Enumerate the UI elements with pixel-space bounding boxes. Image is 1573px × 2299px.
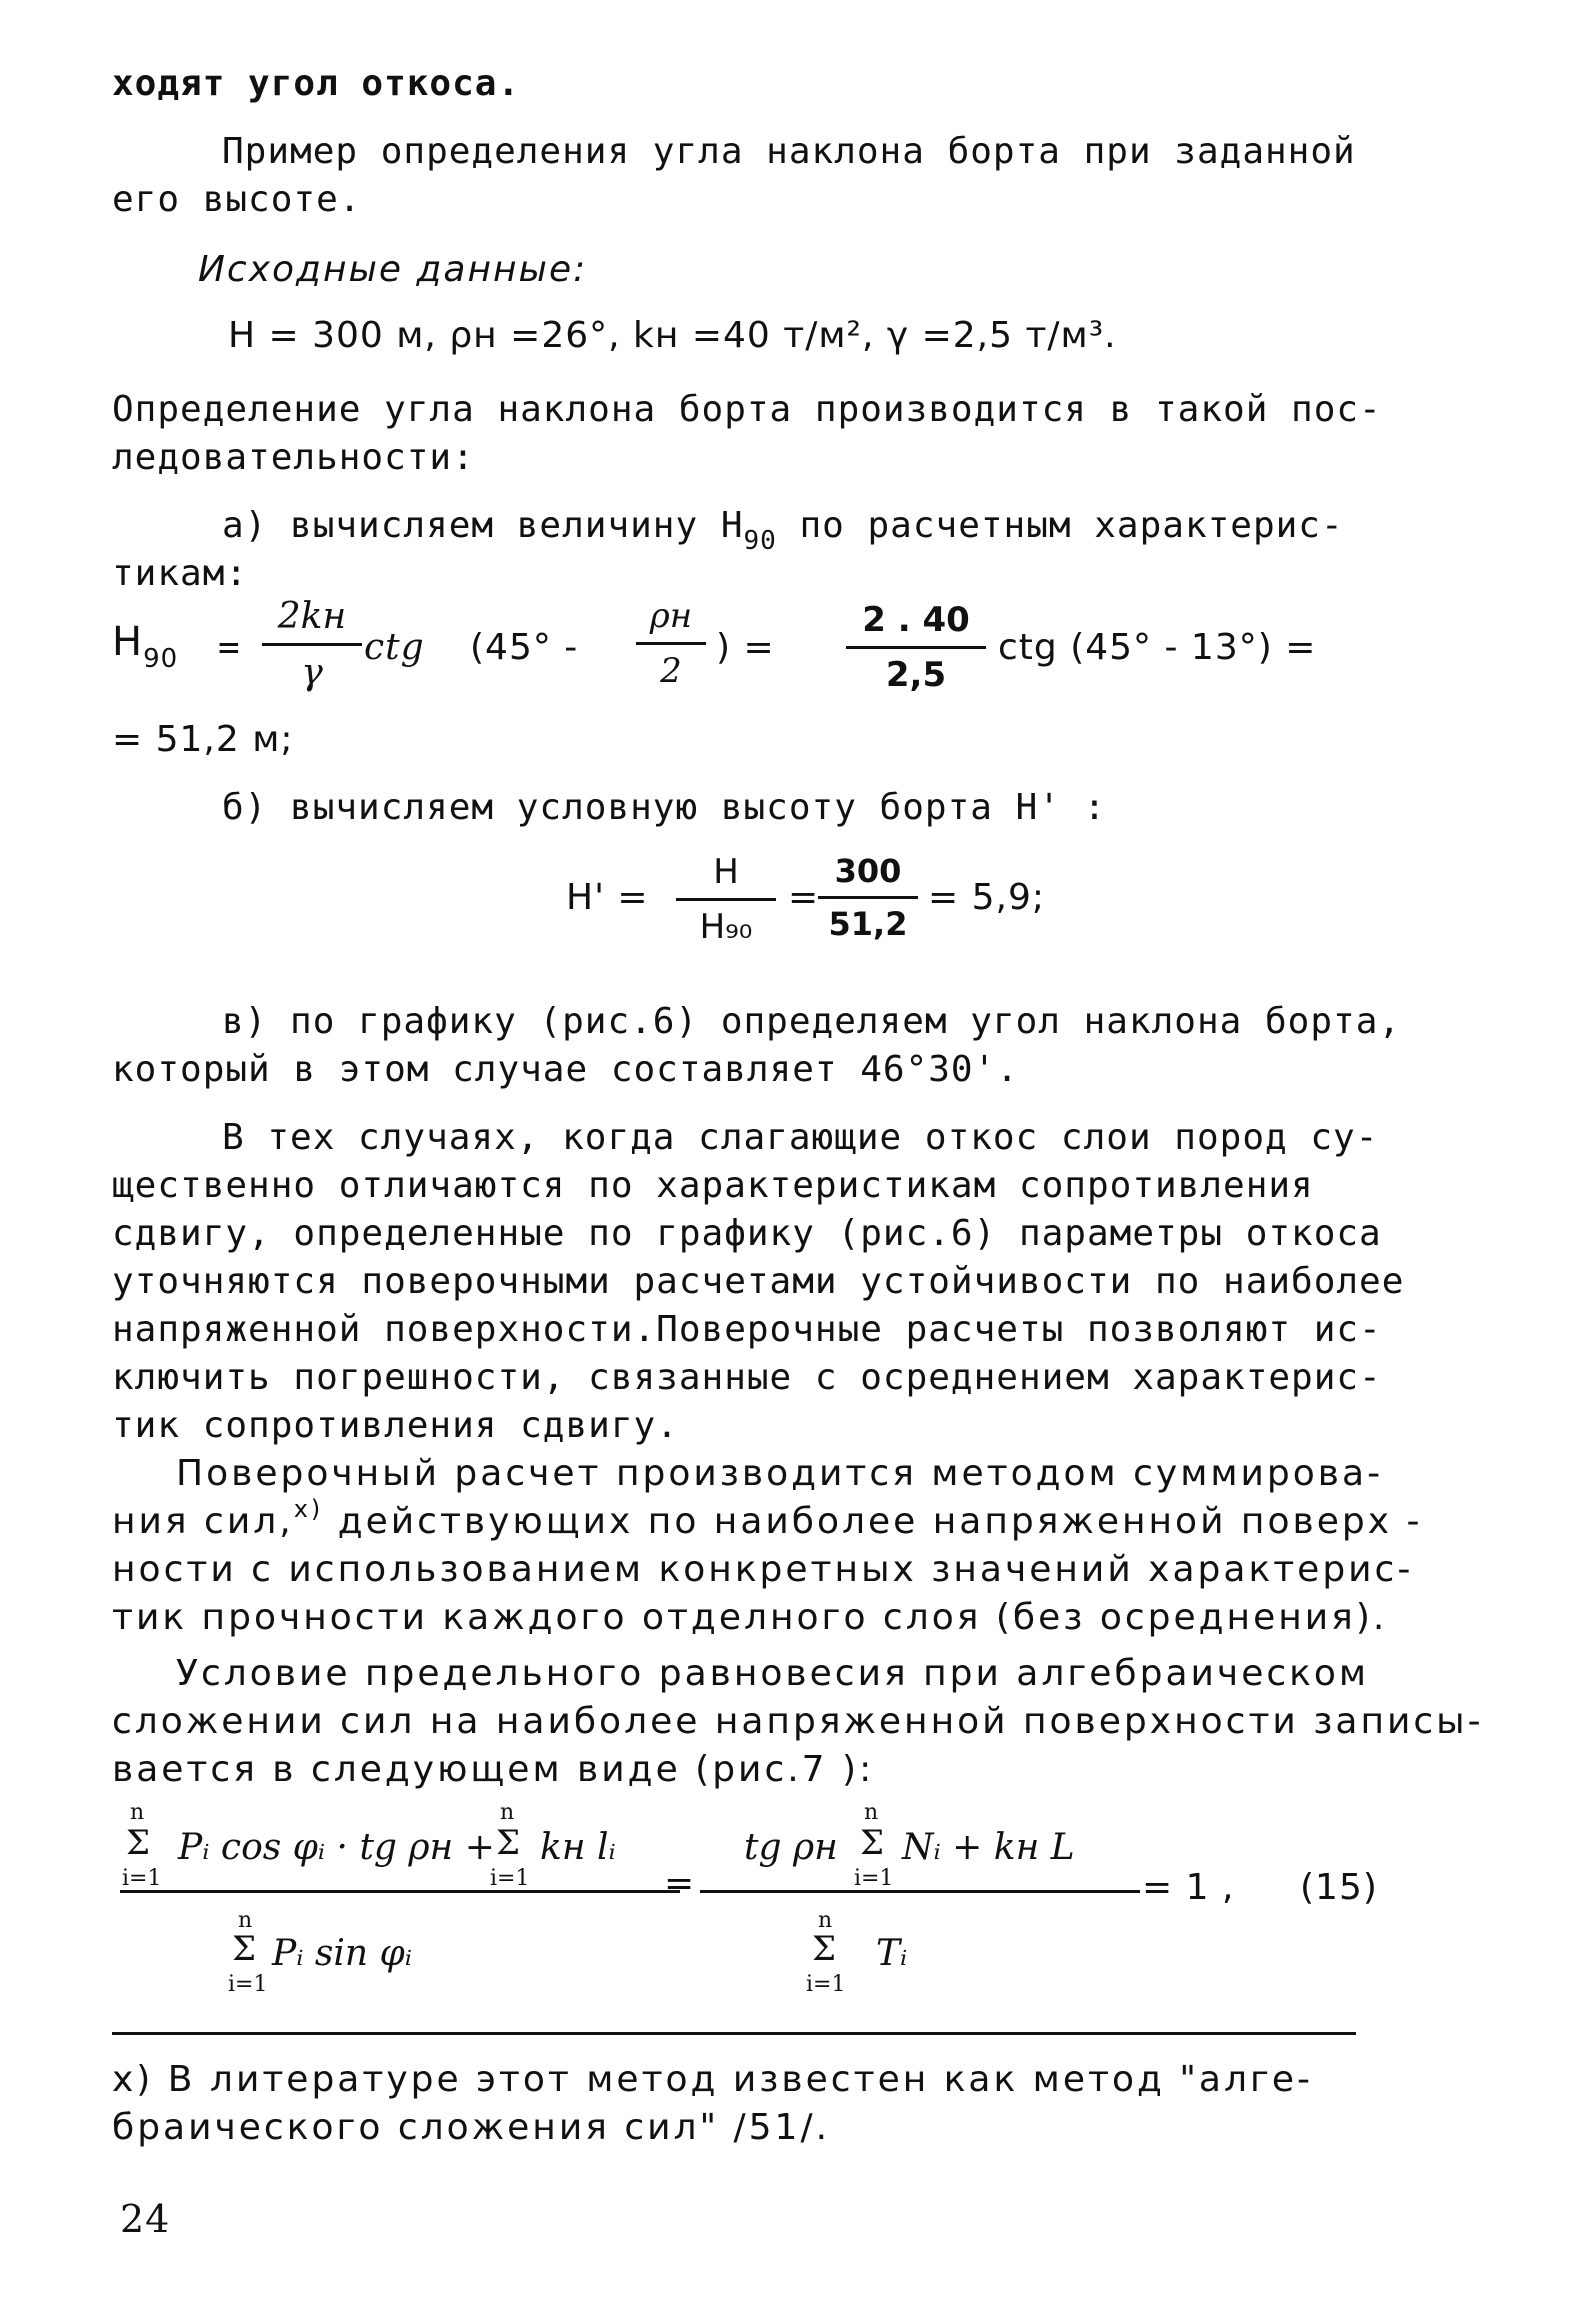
footnote-separator: [112, 2032, 1356, 2035]
text-span: действующих по наиболее напряженной поверх -: [323, 1501, 1423, 1542]
footnote-marker: x): [293, 1495, 324, 1523]
text-line: уточняются поверочными расчетами устойчивости по наиболее: [112, 1261, 1405, 1302]
sum-icon: Σ: [496, 1823, 522, 1863]
text-line: его высоте.: [112, 179, 362, 220]
equation-term: Tᵢ: [876, 1933, 908, 1974]
text-span: ния сил,: [112, 1501, 294, 1542]
equation-term: Pᵢ sin φᵢ: [272, 1933, 412, 1974]
sum-upper-limit: n: [130, 1800, 145, 1825]
page-number: 24: [120, 2197, 171, 2241]
denominator: 2,5: [885, 655, 947, 695]
numerator: 300: [834, 852, 902, 890]
text-line: ности с использованием конкретных значений характерис-: [112, 1549, 1414, 1590]
equation-term: kн lᵢ: [540, 1827, 616, 1868]
denominator: 2: [660, 651, 682, 691]
text-line: Пример определения угла наклона борта при заданной: [222, 131, 1356, 172]
text-line: ледовательности:: [112, 437, 475, 478]
fraction-bar: [262, 643, 362, 646]
subscript: 90: [143, 644, 179, 674]
sum-lower-limit: i=1: [806, 1972, 846, 1997]
text-line: б) вычисляем условную высоту борта H' :: [222, 787, 1107, 828]
text-span: а) вычисляем величину H: [222, 505, 744, 546]
text-line: тик прочности каждого отделного слоя (без осреднения).: [112, 1597, 1388, 1638]
text-line: вается в следующем виде (рис.7 ):: [112, 1749, 875, 1790]
text-line: Определение угла наклона борта производится в такой пос-: [112, 389, 1382, 430]
sum-upper-limit: n: [238, 1908, 253, 1933]
sum-upper-limit: n: [818, 1908, 833, 1933]
text-line: напряженной поверхности.Поверочные расчеты позволяют ис-: [112, 1309, 1382, 1350]
subscript: 90: [743, 526, 777, 556]
equation-term: tg ρн: [744, 1827, 838, 1868]
text-span: по расчетным характерис-: [776, 505, 1344, 546]
numerator: 2 . 40: [862, 600, 970, 640]
fraction-bar: [120, 1890, 680, 1893]
sum-lower-limit: i=1: [854, 1866, 894, 1891]
equation-number: (15): [1300, 1867, 1378, 1908]
sum-upper-limit: n: [864, 1800, 879, 1825]
formula-text: ctg (45° - 13°) =: [998, 627, 1317, 668]
text-line: сдвигу, определенные по графику (рис.6) параметры откоса: [112, 1213, 1382, 1254]
equation-term: Nᵢ + kн L: [902, 1827, 1075, 1868]
text-line: который в этом случае составляет 46°30'.: [112, 1049, 1019, 1090]
sum-icon: Σ: [812, 1929, 838, 1969]
sum-lower-limit: i=1: [490, 1866, 530, 1891]
equals-sign: =: [788, 877, 820, 918]
text-line: тик сопротивления сдвигу.: [112, 1405, 679, 1446]
numerator: 2kн: [277, 596, 347, 637]
text-line: [222, 505, 1344, 556]
formula-result: = 5,9;: [928, 877, 1045, 918]
fraction-bar: [846, 646, 986, 649]
fraction-2x40-over-2-5: [846, 600, 986, 695]
formula-text: (45° -: [470, 627, 579, 668]
text-line: Условие предельного равновесия при алгебраическом: [176, 1653, 1370, 1694]
fraction-bar: [700, 1890, 1140, 1893]
sum-lower-limit: i=1: [228, 1972, 268, 1997]
sum-icon: Σ: [232, 1929, 258, 1969]
text-line: сложении сил на наиболее напряженной поверхности записы-: [112, 1701, 1484, 1742]
text-line: В тех случаях, когда слагающие откос слои пород су-: [222, 1117, 1379, 1158]
numerator: H: [713, 852, 739, 892]
fraction-rho-over-2: [636, 596, 706, 691]
equals-sign: =: [218, 627, 241, 668]
formula-text: H' =: [566, 877, 649, 918]
formula-symbol: H: [112, 619, 144, 665]
denominator: 51,2: [828, 905, 908, 943]
text-line: в) по графику (рис.6) определяем угол наклона борта,: [222, 1001, 1402, 1042]
sum-upper-limit: n: [500, 1800, 515, 1825]
sum-lower-limit: i=1: [122, 1866, 162, 1891]
ctg-label: ctg: [364, 627, 425, 668]
formula-text: ) =: [716, 627, 775, 668]
text-line: [112, 1495, 1423, 1542]
fraction-bar: [636, 642, 706, 645]
equals-sign: =: [664, 1863, 696, 1904]
formula-result: = 51,2 м;: [112, 719, 294, 760]
equation-result: = 1 ,: [1142, 1867, 1235, 1908]
formula-h90-lhs: [112, 619, 179, 674]
section-heading: Исходные данные:: [198, 249, 588, 290]
fraction-300-over-51-2: [818, 852, 918, 943]
equation-term: Pᵢ cos φᵢ · tg ρн +: [178, 1827, 495, 1868]
sum-icon: Σ: [860, 1823, 886, 1863]
footnote-line: x) В литературе этот метод известен как метод "алге-: [112, 2059, 1314, 2100]
footnote-line: браического сложения сил" /51/.: [112, 2107, 831, 2148]
text-line: ключить погрешности, связанные с осреднением характерис-: [112, 1357, 1382, 1398]
sum-icon: Σ: [126, 1823, 152, 1863]
text-line: тикам:: [112, 553, 249, 594]
numerator: ρн: [649, 596, 693, 636]
text-line: щественно отличаются по характеристикам сопротивления: [112, 1165, 1314, 1206]
fraction-2kn-over-gamma: [262, 596, 362, 693]
fraction-h-over-h90: [676, 852, 776, 947]
input-data-line: H = 300 м, ρн =26°, kн =40 т/м², γ =2,5 т/м³.: [228, 315, 1117, 356]
fraction-bar: [676, 898, 776, 901]
text-line: ходят угол откоса.: [112, 63, 521, 104]
denominator: H₉₀: [699, 907, 753, 947]
denominator: γ: [301, 652, 323, 693]
fraction-bar: [818, 896, 918, 899]
text-line: Поверочный расчет производится методом суммирова-: [176, 1453, 1384, 1494]
